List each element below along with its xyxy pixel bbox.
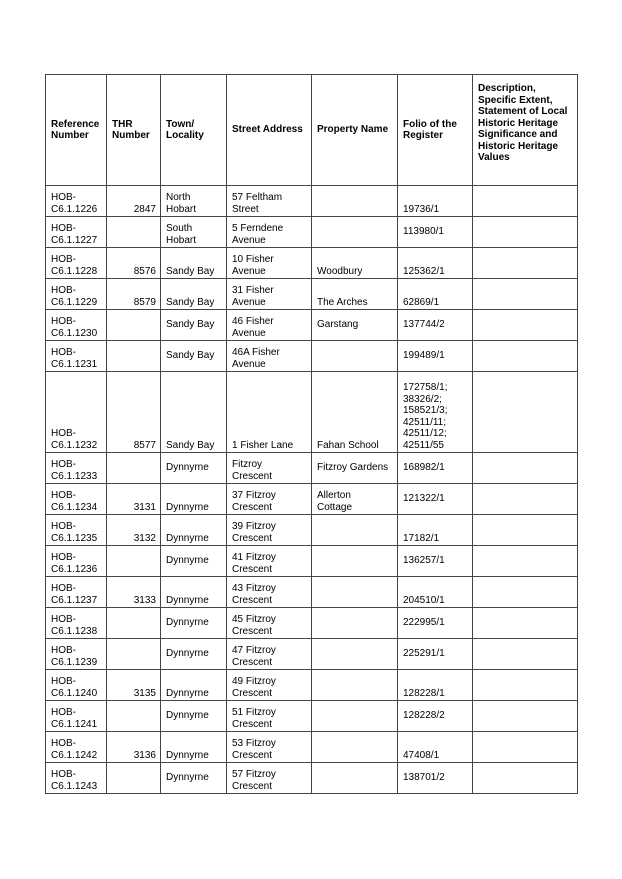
cell-thr-number: [107, 670, 161, 701]
cell-street-address: [227, 453, 312, 484]
cell-reference-number-text: HOB- C6.1.1229: [51, 285, 98, 308]
cell-thr-number-text: 3133: [133, 594, 156, 606]
cell-town-locality: [161, 186, 227, 217]
cell-property-name-text: Fahan School: [317, 439, 379, 451]
cell-town-locality: [161, 372, 227, 453]
cell-town-locality: [161, 701, 227, 732]
cell-property-name: [312, 546, 398, 577]
cell-description: [473, 341, 578, 372]
cell-folio-text: 17182/1: [403, 532, 440, 544]
cell-reference-number: [46, 484, 107, 515]
cell-reference-number-text: HOB- C6.1.1243: [51, 769, 98, 792]
cell-folio-text: 137744/2: [403, 319, 445, 331]
cell-thr-number: [107, 732, 161, 763]
cell-description: [473, 546, 578, 577]
cell-thr-number-text: 8576: [133, 265, 156, 277]
header-description: Description, Specific Extent, Statement of Local Historic Heritage Significance and Historic Heritage Values: [473, 75, 578, 186]
cell-street-address-text: 41 Fitzroy Crescent: [232, 552, 276, 575]
table-row: [46, 310, 578, 341]
cell-street-address-text: 53 Fitzroy Crescent: [232, 738, 276, 761]
table-row: [46, 248, 578, 279]
cell-town-locality-text: Sandy Bay: [166, 319, 215, 331]
header-reference-number: Reference Number: [46, 75, 107, 186]
table-row: [46, 515, 578, 546]
cell-description: [473, 732, 578, 763]
header-street-address: Street Address: [227, 75, 312, 186]
cell-street-address-text: 46A Fisher Avenue: [232, 347, 280, 370]
cell-street-address-text: 49 Fitzroy Crescent: [232, 676, 276, 699]
cell-thr-number: [107, 515, 161, 546]
cell-reference-number-text: HOB- C6.1.1231: [51, 347, 98, 370]
cell-street-address: [227, 515, 312, 546]
cell-thr-number: [107, 763, 161, 794]
cell-description: [473, 217, 578, 248]
cell-property-name: [312, 670, 398, 701]
cell-folio: [398, 577, 473, 608]
cell-reference-number: [46, 186, 107, 217]
cell-folio-text: 113980/1: [403, 226, 444, 238]
cell-property-name: [312, 310, 398, 341]
cell-property-name-text: Allerton Cottage: [317, 490, 353, 513]
cell-reference-number: [46, 248, 107, 279]
cell-description: [473, 763, 578, 794]
cell-street-address-text: 47 Fitzroy Crescent: [232, 645, 276, 668]
cell-reference-number: [46, 515, 107, 546]
cell-folio: [398, 701, 473, 732]
cell-street-address: [227, 546, 312, 577]
cell-folio-text: 128228/2: [403, 710, 445, 722]
cell-property-name: [312, 186, 398, 217]
header-property-name: Property Name: [312, 75, 398, 186]
cell-street-address-text: 1 Fisher Lane: [232, 439, 294, 451]
cell-folio: [398, 341, 473, 372]
cell-street-address: [227, 310, 312, 341]
cell-thr-number: [107, 248, 161, 279]
cell-street-address: [227, 372, 312, 453]
cell-town-locality: [161, 453, 227, 484]
cell-thr-number: [107, 608, 161, 639]
cell-property-name: [312, 763, 398, 794]
cell-folio-text: 172758/1; 38326/2; 158521/3; 42511/11; 42511/12; 42511/55: [403, 382, 448, 451]
cell-description: [473, 515, 578, 546]
table-row: [46, 453, 578, 484]
cell-reference-number-text: HOB- C6.1.1238: [51, 614, 98, 637]
cell-thr-number-text: 3132: [133, 532, 156, 544]
cell-town-locality: [161, 279, 227, 310]
cell-reference-number: [46, 701, 107, 732]
cell-property-name: [312, 248, 398, 279]
cell-description: [473, 310, 578, 341]
cell-town-locality-text: Sandy Bay: [166, 350, 215, 362]
cell-property-name: [312, 372, 398, 453]
cell-property-name-text: Fitzroy Gardens: [317, 462, 389, 474]
cell-town-locality: [161, 248, 227, 279]
cell-folio: [398, 453, 473, 484]
cell-folio: [398, 217, 473, 248]
cell-reference-number-text: HOB- C6.1.1239: [51, 645, 98, 668]
cell-street-address-text: 37 Fitzroy Crescent: [232, 490, 276, 513]
cell-folio: [398, 670, 473, 701]
cell-thr-number: [107, 279, 161, 310]
cell-street-address-text: 10 Fisher Avenue: [232, 254, 274, 277]
table-row: [46, 546, 578, 577]
cell-town-locality-text: Dynnyrne: [166, 555, 209, 567]
cell-folio: [398, 484, 473, 515]
cell-street-address: [227, 639, 312, 670]
table-row: [46, 279, 578, 310]
table-row: [46, 701, 578, 732]
cell-town-locality-text: Sandy Bay: [166, 265, 215, 277]
cell-folio-text: 138701/2: [403, 772, 445, 784]
cell-description: [473, 608, 578, 639]
cell-description: [473, 372, 578, 453]
cell-town-locality-text: Dynnyrne: [166, 772, 209, 784]
cell-reference-number: [46, 453, 107, 484]
cell-description: [473, 577, 578, 608]
cell-property-name: [312, 217, 398, 248]
cell-reference-number-text: HOB- C6.1.1235: [51, 521, 98, 544]
header-town-locality: Town/ Locality: [161, 75, 227, 186]
cell-folio-text: 128228/1: [403, 687, 445, 699]
cell-town-locality-text: Dynnyrne: [166, 710, 209, 722]
cell-thr-number-text: 3136: [133, 749, 156, 761]
cell-thr-number: [107, 484, 161, 515]
cell-description: [473, 701, 578, 732]
cell-property-name: [312, 577, 398, 608]
cell-town-locality-text: South Hobart: [166, 223, 197, 246]
cell-property-name-text: Garstang: [317, 319, 359, 331]
cell-thr-number: [107, 186, 161, 217]
table-row: [46, 341, 578, 372]
cell-property-name-text: The Arches: [317, 296, 368, 308]
cell-street-address-text: 57 Feltham Street: [232, 192, 283, 215]
cell-thr-number: [107, 701, 161, 732]
cell-folio: [398, 763, 473, 794]
cell-street-address-text: 57 Fitzroy Crescent: [232, 769, 276, 792]
cell-property-name-text: Woodbury: [317, 265, 363, 277]
cell-folio-text: 47408/1: [403, 749, 440, 761]
cell-reference-number-text: HOB- C6.1.1228: [51, 254, 98, 277]
cell-town-locality-text: Dynnyrne: [166, 594, 209, 606]
cell-reference-number-text: HOB- C6.1.1242: [51, 738, 98, 761]
cell-description: [473, 186, 578, 217]
cell-street-address-text: 43 Fitzroy Crescent: [232, 583, 276, 606]
header-row: [46, 75, 578, 186]
cell-thr-number-text: 3135: [133, 687, 156, 699]
cell-folio-text: 204510/1: [403, 594, 445, 606]
cell-town-locality-text: Sandy Bay: [166, 296, 215, 308]
cell-reference-number: [46, 577, 107, 608]
cell-folio: [398, 186, 473, 217]
cell-property-name: [312, 484, 398, 515]
cell-folio: [398, 372, 473, 453]
cell-street-address-text: 45 Fitzroy Crescent: [232, 614, 276, 637]
cell-thr-number: [107, 372, 161, 453]
cell-folio-text: 125362/1: [403, 265, 445, 277]
cell-thr-number: [107, 310, 161, 341]
cell-folio-text: 19736/1: [403, 203, 440, 215]
cell-folio-text: 199489/1: [403, 350, 445, 362]
cell-folio-text: 62869/1: [403, 296, 440, 308]
cell-town-locality: [161, 763, 227, 794]
cell-thr-number: [107, 453, 161, 484]
cell-reference-number: [46, 732, 107, 763]
cell-town-locality: [161, 341, 227, 372]
cell-folio-text: 222995/1: [403, 617, 445, 629]
cell-folio-text: 136257/1: [403, 555, 445, 567]
cell-thr-number-text: 3131: [133, 501, 156, 513]
cell-street-address: [227, 701, 312, 732]
cell-reference-number-text: HOB- C6.1.1226: [51, 192, 98, 215]
cell-street-address-text: 5 Ferndene Avenue: [232, 223, 284, 246]
cell-street-address-text: 39 Fitzroy Crescent: [232, 521, 276, 544]
cell-town-locality: [161, 577, 227, 608]
table-row: [46, 484, 578, 515]
cell-property-name: [312, 453, 398, 484]
cell-street-address: [227, 732, 312, 763]
heritage-register-table: [45, 74, 578, 794]
cell-town-locality: [161, 732, 227, 763]
table-row: [46, 639, 578, 670]
cell-thr-number: [107, 341, 161, 372]
cell-folio: [398, 248, 473, 279]
cell-property-name: [312, 701, 398, 732]
cell-description: [473, 453, 578, 484]
cell-reference-number: [46, 670, 107, 701]
cell-town-locality: [161, 515, 227, 546]
cell-reference-number-text: HOB- C6.1.1233: [51, 459, 98, 482]
cell-folio-text: 225291/1: [403, 648, 445, 660]
cell-street-address: [227, 341, 312, 372]
cell-street-address-text: 46 Fisher Avenue: [232, 316, 274, 339]
cell-folio: [398, 546, 473, 577]
cell-thr-number: [107, 577, 161, 608]
cell-street-address: [227, 577, 312, 608]
cell-thr-number-text: 2847: [133, 203, 156, 215]
cell-town-locality: [161, 310, 227, 341]
cell-town-locality: [161, 484, 227, 515]
cell-reference-number: [46, 639, 107, 670]
table-row: [46, 577, 578, 608]
table-row: [46, 186, 578, 217]
table-row: [46, 217, 578, 248]
cell-town-locality: [161, 670, 227, 701]
cell-folio: [398, 639, 473, 670]
table-row: [46, 763, 578, 794]
cell-property-name: [312, 608, 398, 639]
table-row: [46, 732, 578, 763]
cell-street-address: [227, 670, 312, 701]
cell-description: [473, 279, 578, 310]
cell-reference-number: [46, 608, 107, 639]
cell-thr-number: [107, 217, 161, 248]
cell-town-locality-text: Dynnyrne: [166, 687, 209, 699]
cell-description: [473, 484, 578, 515]
cell-reference-number: [46, 279, 107, 310]
cell-reference-number-text: HOB- C6.1.1230: [51, 316, 98, 339]
table-row: [46, 608, 578, 639]
cell-property-name: [312, 639, 398, 670]
cell-property-name: [312, 341, 398, 372]
cell-property-name: [312, 279, 398, 310]
cell-thr-number: [107, 639, 161, 670]
cell-street-address-text: Fitzroy Crescent: [232, 459, 273, 482]
cell-town-locality-text: Dynnyrne: [166, 501, 209, 513]
cell-reference-number-text: HOB- C6.1.1236: [51, 552, 98, 575]
cell-reference-number-text: HOB- C6.1.1240: [51, 676, 98, 699]
cell-reference-number-text: HOB- C6.1.1232: [51, 428, 98, 451]
cell-town-locality: [161, 639, 227, 670]
cell-town-locality: [161, 217, 227, 248]
cell-folio: [398, 515, 473, 546]
table-row: [46, 372, 578, 453]
cell-town-locality-text: Dynnyrne: [166, 532, 209, 544]
cell-reference-number: [46, 763, 107, 794]
cell-reference-number: [46, 341, 107, 372]
cell-street-address-text: 31 Fisher Avenue: [232, 285, 274, 308]
cell-description: [473, 639, 578, 670]
cell-town-locality: [161, 608, 227, 639]
cell-folio-text: 121322/1: [403, 493, 445, 505]
cell-street-address: [227, 763, 312, 794]
cell-town-locality-text: Dynnyrne: [166, 462, 209, 474]
cell-reference-number-text: HOB- C6.1.1234: [51, 490, 98, 513]
cell-town-locality-text: North Hobart: [166, 192, 197, 215]
cell-street-address: [227, 279, 312, 310]
cell-reference-number: [46, 372, 107, 453]
cell-thr-number: [107, 546, 161, 577]
cell-street-address: [227, 217, 312, 248]
cell-folio: [398, 279, 473, 310]
cell-town-locality-text: Dynnyrne: [166, 648, 209, 660]
cell-reference-number: [46, 310, 107, 341]
cell-thr-number-text: 8579: [133, 296, 156, 308]
cell-reference-number: [46, 217, 107, 248]
cell-town-locality: [161, 546, 227, 577]
cell-property-name: [312, 732, 398, 763]
cell-reference-number-text: HOB- C6.1.1227: [51, 223, 98, 246]
cell-thr-number-text: 8577: [133, 439, 156, 451]
cell-folio-text: 168982/1: [403, 462, 445, 474]
cell-folio: [398, 732, 473, 763]
header-thr-number: THR Number: [107, 75, 161, 186]
cell-town-locality-text: Dynnyrne: [166, 749, 209, 761]
cell-street-address-text: 51 Fitzroy Crescent: [232, 707, 276, 730]
cell-reference-number-text: HOB- C6.1.1241: [51, 707, 98, 730]
cell-street-address: [227, 186, 312, 217]
cell-reference-number-text: HOB- C6.1.1237: [51, 583, 98, 606]
cell-property-name: [312, 515, 398, 546]
cell-reference-number: [46, 546, 107, 577]
header-folio: Folio of the Register: [398, 75, 473, 186]
table-body: [46, 186, 578, 794]
cell-town-locality-text: Dynnyrne: [166, 617, 209, 629]
cell-folio: [398, 310, 473, 341]
cell-street-address: [227, 608, 312, 639]
cell-street-address: [227, 248, 312, 279]
cell-town-locality-text: Sandy Bay: [166, 439, 215, 451]
cell-street-address: [227, 484, 312, 515]
cell-description: [473, 248, 578, 279]
table-row: [46, 670, 578, 701]
cell-description: [473, 670, 578, 701]
cell-folio: [398, 608, 473, 639]
